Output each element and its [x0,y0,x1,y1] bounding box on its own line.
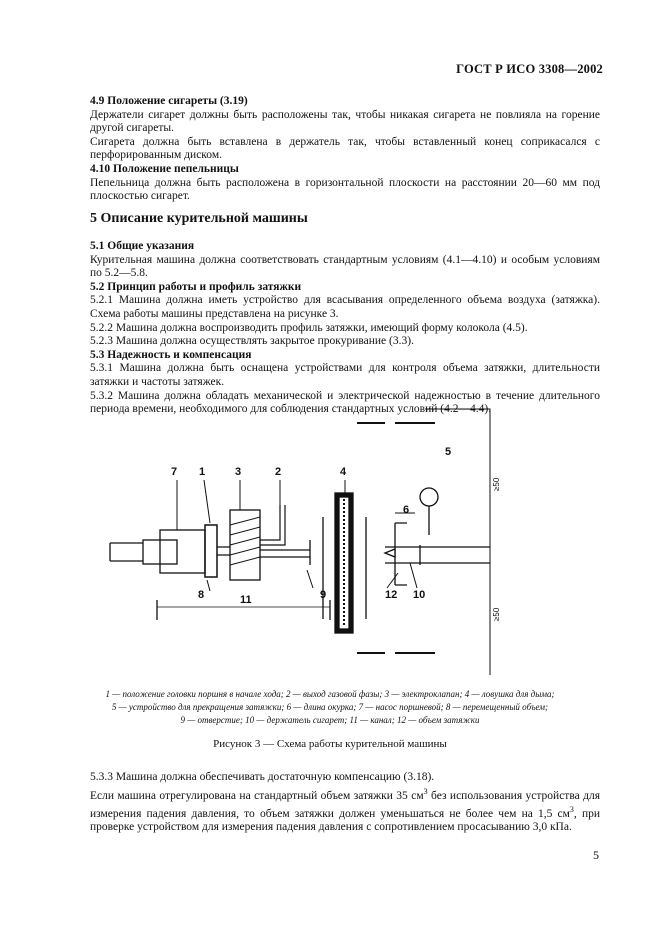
para-5-3-3-2-b: без использования устройства для измерения падения давления, то объем затяжки должен уменьшаться не более чем на 1,5 см [90,789,600,820]
heading-5-1: 5.1 Общие указания [90,240,195,252]
fig-label-3: 3 [235,466,242,478]
figure-legend [60,688,600,727]
para-5-3-3-2 [90,785,600,835]
fig-label-1: 1 [199,466,206,478]
para-5-2-2: 5.2.2 Машина должна воспроизводить профиль затяжки, имеющий форму колокола (4.5). [90,321,528,334]
heading-5-3: 5.3 Надежность и компенсация [90,348,252,361]
para-4-9-1: Держатели сигарет должны быть расположены так, чтобы никакая сигарета не повлияла на горение другой сигареты. [90,108,600,135]
para-4-9-2: Сигарета должна быть вставлена в держатель так, чтобы вставленный конец соприкасался с перфорированным диском. [90,135,600,162]
para-5-2-3: 5.2.3 Машина должна осуществлять закрытое прокуривание (3.3). [90,335,414,348]
fig-label-2: 2 [275,466,282,478]
fig-dim-bottom: ≥50 [492,607,501,621]
fig-label-10: 10 [413,589,426,601]
fig-label-6: 6 [403,504,410,516]
para-5-3-1: 5.3.1 Машина должна быть оснащена устройствами для контроля объема затяжки, длительности затяжки и частоты затяжек. [90,362,600,388]
legend-line-3: 9 — отверстие; 10 — держатель сигарет; 11 — канал; 12 — объем затяжки [180,715,480,725]
sup-cm3-1: 3 [423,786,428,796]
legend-line-2: 5 — устройство для прекращения затяжки; 6 — длина окурка; 7 — насос поршневой; 8 — перемещенный объем; [111,702,549,712]
para-5-2-1: 5.2.1 Машина должна иметь устройство для всасывания определенного объема воздуха (затяжка). Схема работы машины представлена на рисунке 3. [90,294,600,320]
figure-3-diagram [95,395,565,680]
fig-label-8: 8 [198,589,205,601]
para-5-1-1: Курительная машина должна соответствовать стандартным условиям (4.1—4.10) и особым условиям по 5.2—5.8. [90,253,600,280]
fig-label-11: 11 [240,594,252,606]
fig-label-4: 4 [340,466,347,478]
sup-cm3-2: 3 [569,805,574,815]
section-5-3-3 [90,771,600,835]
fig-label-5: 5 [445,446,452,458]
para-5-3-3-2-c: , при проверке устройством для измерения падения давления с сопротивлением просасыванию 3,0 кПа. [90,807,601,834]
section-5-title: 5 Описание курительной машины [90,211,308,226]
heading-4-10: 4.10 Положение пепельницы [90,162,239,175]
section-4-9 [90,95,600,204]
legend-line-1: 1 — положение головки поршня в начале хода; 2 — выход газовой фазы; 3 — электроклапан; 4 — ловушка для дыма; [105,689,555,699]
para-5-3-2: 5.3.2 Машина должна обладать механической и электрической надежностью в течение длительного периода времени, необходимого для соблюдения стандартных условий (4.2—4.4). [90,389,600,416]
fig-dim-top: ≥50 [492,477,501,491]
fig-label-9: 9 [320,589,327,601]
fig-label-12: 12 [385,589,398,601]
para-4-10-1: Пепельница должна быть расположена в горизонтальной плоскости на расстоянии 20—60 мм под плоскостью сигарет. [90,176,600,203]
section-5-body [90,240,600,417]
heading-5-2: 5.2 Принцип работы и профиль затяжки [90,280,302,293]
para-5-3-3-1: 5.3.3 Машина должна обеспечивать достаточную компенсацию (3.18). [90,771,435,783]
figure-title: Рисунок 3 — Схема работы курительной машины [213,738,447,750]
page-number: 5 [593,848,599,862]
doc-header-code: ГОСТ Р ИСО 3308—2002 [456,62,603,76]
para-5-3-3-2-a: Если машина отрегулирована на стандартный объем затяжки 35 см [90,789,424,802]
heading-4-9: 4.9 Положение сигареты (3.19) [90,95,248,107]
fig-label-7: 7 [171,466,178,478]
